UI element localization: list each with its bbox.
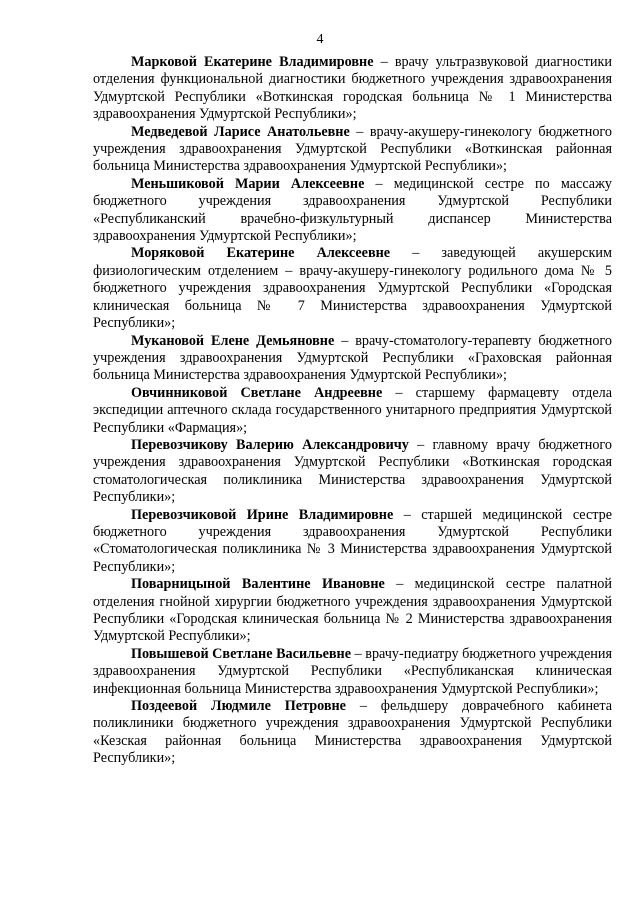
recipient-name: Поварницыной Валентине Ивановне <box>131 576 385 593</box>
list-item <box>93 646 612 698</box>
list-item <box>93 576 612 646</box>
recipient-name: Мукановой Елене Демьяновне <box>131 332 335 349</box>
recipient-position: – старшему фармацевту отдела экспедиции аптечного склада государственного унитарного предприятия Удмуртской Республики «Фармация»; <box>93 384 612 436</box>
list-item <box>93 333 612 385</box>
list-item <box>93 698 612 768</box>
recipient-name: Медведевой Ларисе Анатольевне <box>131 123 350 140</box>
recipient-name: Меньшиковой Марии Алексеевне <box>131 175 365 192</box>
recipient-position: – врачу-педиатру бюджетного учреждения здравоохранения Удмуртской Республики «Республиканская клиническая инфекционная больница Министерства здравоохранения Удмуртской Республики»; <box>93 645 612 697</box>
list-item <box>93 437 612 507</box>
recipient-name: Перевозчиковой Ирине Владимировне <box>131 506 394 523</box>
recipient-position: – заведующей акушерским физиологическим отделением – врачу-акушеру-гинекологу родильного дома № 5 бюджетного учреждения здравоохранения Удмуртской Республики «Городская клиническая больница № 7 Министерства здравоохранения Удмуртской Республики»; <box>93 245 612 332</box>
list-item <box>93 54 612 124</box>
recipient-position: – врачу-акушеру-гинекологу бюджетного учреждения здравоохранения Удмуртской Республики «Воткинская районная больница Министерства здравоохранения Удмуртской Республики»; <box>93 123 612 175</box>
recipient-name: Повышевой Светлане Васильевне <box>131 645 352 662</box>
recipient-position: – главному врачу бюджетного учреждения здравоохранения Удмуртской Республики «Воткинская городская стоматологическая поликлиника Министерства здравоохранения Удмуртской Республики»; <box>93 436 612 506</box>
recipient-name: Овчинниковой Светлане Андреевне <box>131 384 383 401</box>
recipient-position: – фельдшеру доврачебного кабинета поликлиники бюджетного учреждения здравоохранения Удмуртской Республики «Кезская районная больница Министерства здравоохранения Удмуртской Республики»; <box>93 698 612 767</box>
recipient-name: Поздеевой Людмиле Петровне <box>131 698 346 715</box>
list-item <box>93 245 612 332</box>
recipient-position: – врачу-стоматологу-терапевту бюджетного учреждения здравоохранения Удмуртской Республики «Граховская районная больница Министерства здравоохранения Удмуртской Республики»; <box>93 332 612 384</box>
recipient-name: Марковой Екатерине Владимировне <box>131 54 374 70</box>
list-item <box>93 507 612 577</box>
page-number: 4 <box>316 32 324 47</box>
recipient-position: – медицинской сестре по массажу бюджетного учреждения здравоохранения Удмуртской Республики «Республиканский врачебно-физкультурный диспансер Министерства здравоохранения Удмуртской Республики»; <box>93 175 612 245</box>
recipient-position: – старшей медицинской сестре бюджетного учреждения здравоохранения Удмуртской Республики «Стоматологическая поликлиника № 3 Министерства здравоохранения Удмуртской Республики»; <box>93 506 613 575</box>
recipient-name: Перевозчикову Валерию Александровичу <box>131 436 409 453</box>
list-item <box>93 176 612 246</box>
list-item <box>93 385 612 437</box>
recipient-position: – врачу ультразвуковой диагностики отделения функциональной диагностики бюджетного учреждения здравоохранения Удмуртской Республики «Воткинская городская больница № 1 Министерства здравоохранения Удмуртской Республики»; <box>93 54 612 123</box>
recipient-name: Моряковой Екатерине Алексеевне <box>131 245 391 262</box>
recipient-position: – медицинской сестре палатной отделения гнойной хирургии бюджетного учреждения здравоохранения Удмуртской Республики «Городская клиническая больница № 2 Министерства здравоохранения Удмуртской Республики»; <box>93 576 612 645</box>
list-item <box>93 124 612 176</box>
award-list <box>93 54 612 768</box>
